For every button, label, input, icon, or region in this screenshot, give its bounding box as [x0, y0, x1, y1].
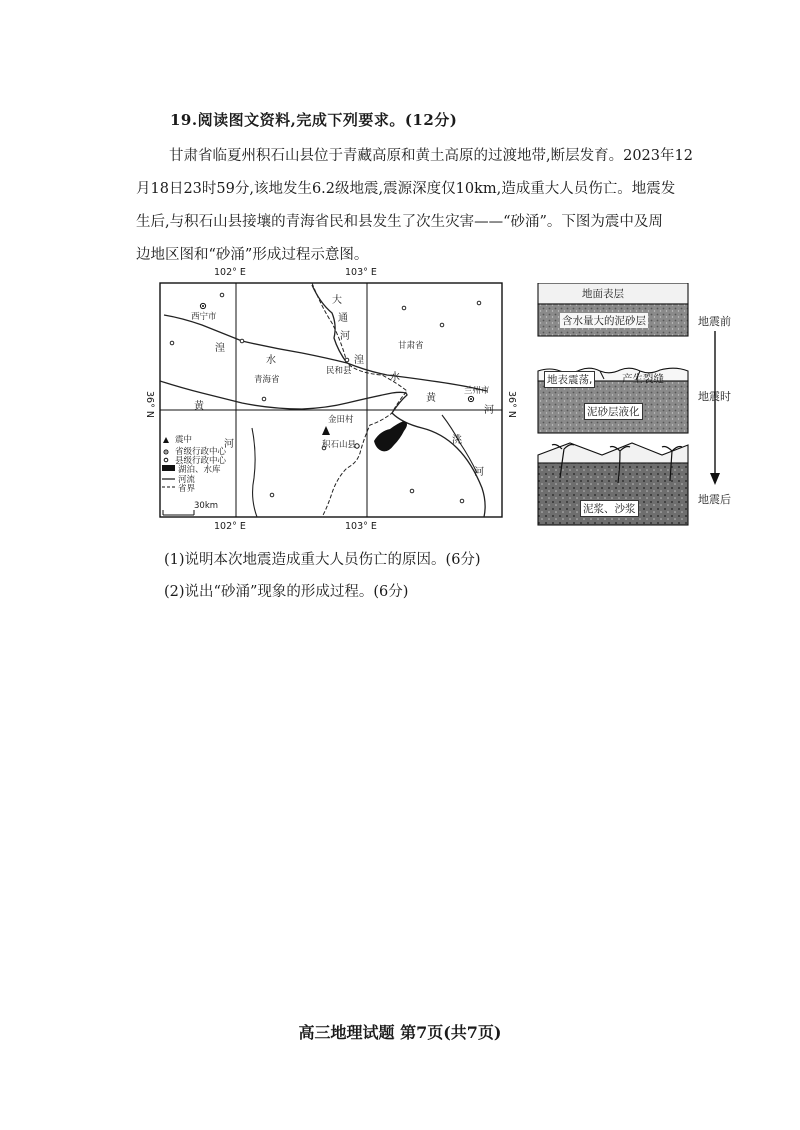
question-paragraph: [136, 140, 732, 272]
label-taohe-1: 洮: [452, 435, 462, 446]
legend-epicenter: 震中: [175, 435, 193, 445]
legend-lake: 湖泊、水库: [178, 465, 221, 475]
legend-county: 县级行政中心: [175, 456, 227, 466]
label-during: 地震时: [698, 390, 731, 403]
label-huanghe-1: 黄: [194, 401, 204, 412]
legend-provincial: 省级行政中心: [175, 447, 227, 457]
epicenter-map: [142, 263, 520, 533]
label-surface-layer: 地面表层: [582, 288, 624, 300]
lon-label-top-left: 102° E: [214, 267, 246, 278]
legend-boundary: 省界: [178, 484, 196, 494]
page-footer: 高三地理试题 第7页(共7页): [298, 1023, 502, 1042]
label-cracks: 产生裂缝: [622, 373, 664, 385]
sub-question-2: (2)说出“砂涌”现象的形成过程。(6分): [164, 584, 409, 600]
paragraph-line-1: 甘肃省临夏州积石山县位于青藏高原和黄土高原的过渡地带,断层发育。2023年12: [169, 148, 693, 164]
lat-label-left: 36° N: [144, 391, 155, 418]
label-liquefaction: 泥砂层液化: [584, 403, 643, 420]
label-jintian: 金田村: [328, 415, 354, 425]
label-huangshui-1: 湟: [215, 343, 225, 354]
label-after: 地震后: [698, 493, 731, 506]
label-huanghe-3: 黄: [426, 393, 436, 404]
legend-river: 河流: [178, 475, 196, 485]
question-title: 19.阅读图文资料,完成下列要求。(12分): [170, 111, 458, 129]
label-huangshui-2: 水: [266, 355, 276, 366]
label-before: 地震前: [698, 315, 731, 328]
paragraph-line-4: 边地区图和“砂涌”形成过程示意图。: [136, 247, 369, 263]
lon-label-bottom-right: 103° E: [345, 521, 377, 532]
label-xining: 西宁市: [191, 312, 217, 322]
label-huanghe-2: 河: [224, 439, 234, 450]
label-datong-1: 大: [332, 295, 342, 306]
label-gansu: 甘肃省: [398, 341, 424, 351]
label-minhe: 民和县: [326, 366, 352, 376]
label-datong-2: 通: [338, 313, 348, 324]
label-qinghai: 青海省: [254, 375, 280, 385]
time-arrow-head: [710, 473, 720, 485]
lon-label-top-right: 103° E: [345, 267, 377, 278]
paragraph-line-2: 月18日23时59分,该地发生6.2级地震,震源深度仅10km,造成重大人员伤亡。地震发: [136, 181, 676, 197]
legend-county-symbol: [164, 458, 168, 462]
label-sand-layer: 含水量大的泥砂层: [562, 315, 646, 327]
legend-scale: 30km: [194, 501, 219, 511]
paragraph-line-3: 生后,与积石山县接壤的青海省民和县发生了次生灾害——“砂涌”。下图为震中及周: [136, 214, 663, 230]
label-jishishan: 积石山县: [322, 440, 357, 450]
sub-question-1: (1)说明本次地震造成重大人员伤亡的原因。(6分): [164, 552, 481, 568]
label-datong-3: 河: [340, 331, 350, 342]
label-huangshui-3: 湟: [354, 355, 364, 366]
legend-lake-symbol: [162, 465, 175, 471]
lat-label-right: 36° N: [506, 391, 517, 418]
label-shaking: 地表震荡,: [544, 371, 595, 388]
label-lanzhou: 兰州市: [464, 386, 490, 396]
label-taohe-2: 河: [474, 467, 484, 478]
sand-boil-diagram: [530, 283, 745, 528]
label-huangshui-4: 水: [390, 372, 400, 383]
label-huanghe-4: 河: [484, 405, 494, 416]
lon-label-bottom-left: 102° E: [214, 521, 246, 532]
label-sand-slurry: 泥浆、沙浆: [580, 500, 639, 517]
